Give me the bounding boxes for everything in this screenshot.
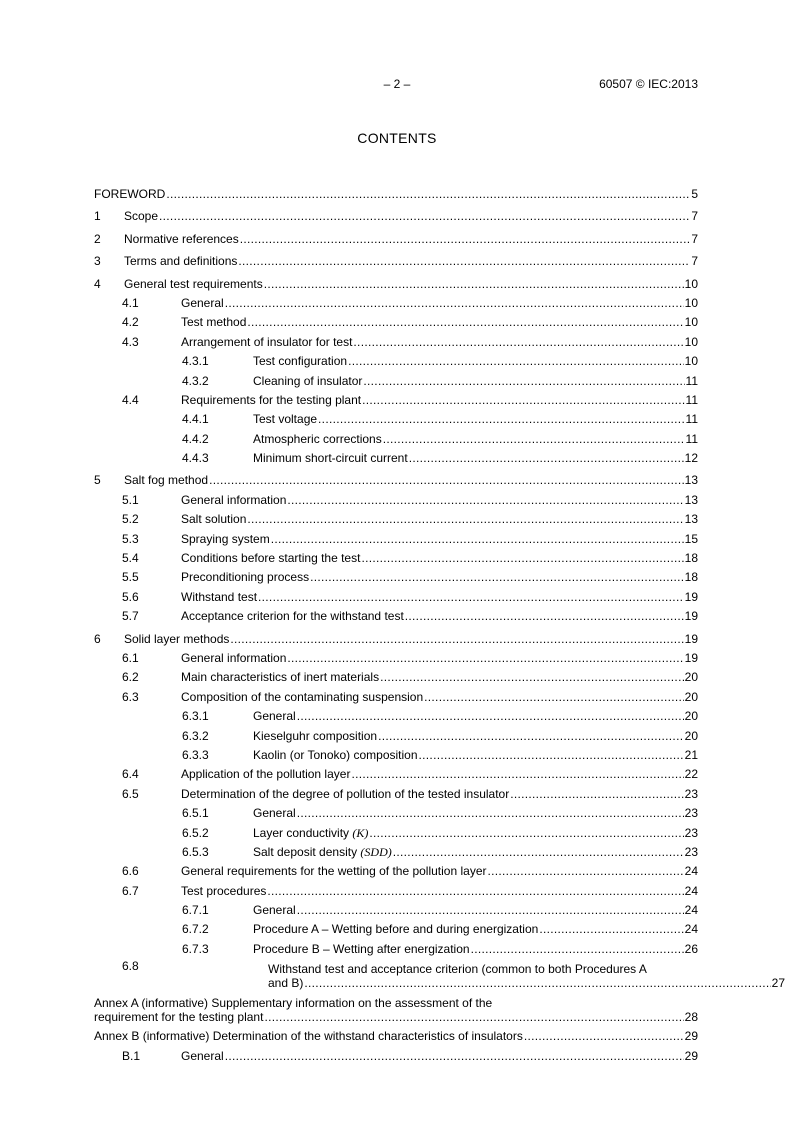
toc-entry-number: 6.8 [122, 959, 139, 974]
toc-entry-number: 5.4 [122, 551, 139, 566]
toc-entry[interactable] [94, 230, 698, 249]
toc-entry-title: Salt deposit density (SDD) [253, 844, 392, 859]
toc-entry[interactable] [94, 294, 698, 313]
toc-entry-title: Layer conductivity (K) [253, 825, 369, 840]
toc-entry-page: 7 [691, 209, 698, 224]
toc-entry-number: 6.4 [122, 767, 139, 782]
dot-leader [383, 430, 685, 449]
dot-leader [361, 549, 683, 568]
toc-entry-title: Withstand test [181, 589, 258, 604]
dot-leader [159, 207, 690, 226]
toc-entry-number: 6.3.2 [182, 728, 209, 743]
table-of-contents [94, 182, 785, 1066]
toc-entry-page: 10 [684, 334, 698, 349]
toc-entry-number: 4.2 [122, 315, 139, 330]
toc-entry-title: Annex A (informative) Supplementary information on the assessment of the [94, 996, 493, 1011]
toc-entry-title: General [253, 709, 296, 724]
toc-entry-page: 7 [691, 254, 698, 269]
toc-entry-line [181, 882, 698, 901]
dot-leader [405, 607, 684, 626]
toc-entry[interactable] [94, 901, 698, 920]
dot-leader [247, 313, 683, 332]
toc-entry-number: 6.3.1 [182, 709, 209, 724]
toc-entry[interactable] [94, 862, 698, 881]
dot-leader [264, 275, 684, 294]
toc-entry-page: 11 [685, 373, 698, 388]
dot-leader [424, 688, 683, 707]
toc-entry-line [181, 688, 698, 707]
toc-entry-line [181, 530, 698, 549]
document-reference: 60507 © IEC:2013 [599, 77, 698, 91]
toc-entry-title: FOREWORD [94, 187, 166, 201]
dot-leader [271, 530, 684, 549]
toc-entry[interactable] [94, 430, 698, 449]
toc-entry-line [253, 901, 698, 920]
dot-leader [238, 252, 690, 271]
toc-entry-page: 22 [684, 767, 698, 782]
toc-entry[interactable] [94, 391, 698, 410]
dot-leader [471, 940, 684, 959]
toc-entry-number: 4.4.1 [182, 412, 209, 427]
toc-entry-page: 7 [691, 231, 698, 246]
toc-entry-line [253, 430, 698, 449]
toc-entry-page: 19 [684, 650, 698, 665]
toc-entry-number: 5.3 [122, 531, 139, 546]
toc-entry-title: Determination of the degree of pollution of the tested insulator [181, 786, 510, 801]
toc-entry[interactable] [94, 804, 698, 823]
toc-entry-number: 6.5 [122, 786, 139, 801]
toc-entry-page: 29 [684, 1029, 698, 1044]
toc-entry-line [94, 185, 698, 204]
dot-leader [510, 785, 683, 804]
toc-entry-page: 23 [684, 844, 698, 859]
toc-entry-line [253, 843, 698, 862]
dot-leader [297, 707, 684, 726]
dot-leader [297, 804, 684, 823]
dot-leader [310, 568, 684, 587]
toc-entry[interactable] [94, 491, 698, 510]
dot-leader [378, 727, 684, 746]
toc-entry[interactable] [94, 1027, 698, 1046]
toc-entry-title: Procedure A – Wetting before and during energization [253, 922, 539, 937]
dot-leader [524, 1027, 684, 1046]
toc-entry-line [181, 549, 698, 568]
toc-entry-page: 26 [684, 941, 698, 956]
toc-entry-page: 20 [684, 670, 698, 685]
toc-entry-number: 5.1 [122, 492, 139, 507]
toc-entry-title: Test voltage [253, 412, 318, 427]
toc-entry-title: Composition of the contaminating suspension [181, 689, 424, 704]
toc-entry[interactable] [94, 449, 698, 468]
toc-entry[interactable] [94, 588, 698, 607]
dot-leader [297, 901, 684, 920]
toc-entry-line [253, 707, 698, 726]
toc-entry-number: 6.3 [122, 689, 139, 704]
toc-entry-page: 18 [684, 570, 698, 585]
dot-leader [318, 410, 684, 429]
toc-entry-page: 10 [684, 276, 698, 291]
toc-entry-page: 19 [684, 631, 698, 646]
toc-entry-page: 27 [771, 976, 785, 991]
toc-entry-number: 6.7 [122, 883, 139, 898]
toc-entry-line [253, 824, 698, 843]
dot-leader [539, 920, 683, 939]
toc-entry-line [181, 607, 698, 626]
toc-entry-line [181, 1047, 698, 1066]
dot-leader [258, 588, 684, 607]
toc-entry-line [94, 1027, 698, 1046]
toc-entry-line [253, 352, 698, 371]
toc-entry[interactable] [94, 746, 698, 765]
dot-leader [225, 1047, 684, 1066]
toc-entry-title: General information [181, 492, 287, 507]
toc-entry-page: 11 [685, 431, 698, 446]
toc-entry-title: General [181, 1048, 224, 1063]
toc-entry[interactable] [94, 1047, 698, 1066]
toc-entry-page: 5 [691, 187, 698, 201]
toc-entry-line [181, 313, 698, 332]
toc-entry-page: 12 [684, 451, 698, 466]
toc-entry-line [124, 230, 698, 249]
dot-leader [230, 630, 683, 649]
toc-entry-page: 15 [684, 531, 698, 546]
dot-leader [348, 352, 684, 371]
toc-entry-number: 4.4.3 [182, 451, 209, 466]
toc-entry[interactable] [94, 510, 698, 529]
toc-entry-page: 10 [684, 354, 698, 369]
toc-entry-page: 18 [684, 551, 698, 566]
page-number: – 2 – [383, 77, 411, 91]
toc-entry-title: Kaolin (or Tonoko) composition [253, 747, 418, 762]
toc-entry-title: Salt solution [181, 512, 247, 527]
page-header [96, 77, 698, 93]
toc-entry-title: Withstand test and acceptance criterion (common to both Procedures A [268, 962, 647, 977]
toc-entry[interactable] [94, 688, 698, 707]
toc-entry-title: Conditions before starting the test [181, 551, 361, 566]
toc-entry-title: General information [181, 650, 287, 665]
toc-entry-number: 6.5.2 [182, 825, 209, 840]
toc-entry-title: Arrangement of insulator for test [181, 334, 353, 349]
toc-entry[interactable] [94, 185, 698, 204]
toc-entry[interactable] [94, 668, 698, 687]
toc-entry[interactable] [94, 843, 698, 862]
toc-entry-number: 6.1 [122, 650, 139, 665]
toc-entry-number: 6.2 [122, 670, 139, 685]
toc-entry[interactable] [94, 993, 698, 1024]
dot-leader [409, 449, 684, 468]
toc-entry-line [181, 294, 698, 313]
toc-entry-page: 23 [684, 825, 698, 840]
toc-entry-line [181, 785, 698, 804]
toc-entry-page: 23 [684, 786, 698, 801]
toc-entry-number: 4.3 [122, 334, 139, 349]
toc-entry-title: Terms and definitions [124, 254, 238, 269]
dot-leader [267, 882, 683, 901]
toc-entry[interactable] [94, 313, 698, 332]
dot-leader [362, 391, 684, 410]
toc-entry-title: Cleaning of insulator [253, 373, 363, 388]
toc-entry-page: 21 [684, 747, 698, 762]
toc-entry-title: General [181, 295, 224, 310]
toc-entry-title: Spraying system [181, 531, 270, 546]
toc-entry[interactable] [94, 765, 698, 784]
toc-entry-line [253, 746, 698, 765]
toc-entry-number: 6.7.2 [182, 922, 209, 937]
toc-entry-line [253, 920, 698, 939]
toc-entry-number: 5.2 [122, 512, 139, 527]
toc-entry-title: Application of the pollution layer [181, 767, 351, 782]
toc-entry[interactable] [94, 630, 698, 649]
toc-entry-number: 6 [94, 631, 101, 646]
toc-entry-number: 6.5.1 [182, 806, 209, 821]
toc-entry-title: Procedure B – Wetting after energization [253, 941, 470, 956]
dot-leader [419, 746, 684, 765]
toc-entry[interactable] [94, 882, 698, 901]
toc-entry-line [124, 471, 698, 490]
toc-entry-line [268, 962, 785, 990]
toc-entry-number: 1 [94, 209, 101, 224]
toc-entry-page: 13 [684, 473, 698, 488]
toc-entry-page: 24 [684, 903, 698, 918]
toc-entry[interactable] [94, 607, 698, 626]
toc-entry[interactable] [94, 207, 698, 226]
toc-entry-title: General [253, 806, 296, 821]
toc-entry-title: Test configuration [253, 354, 348, 369]
toc-entry-page: 10 [684, 295, 698, 310]
dot-leader [351, 765, 683, 784]
toc-entry-title: Minimum short-circuit current [253, 451, 408, 466]
toc-entry-symbol: (K) [352, 825, 369, 840]
toc-entry-number: 6.6 [122, 864, 139, 879]
toc-entry-title: Normative references [124, 231, 239, 246]
dot-leader [264, 1010, 683, 1024]
toc-entry-number: 4.3.2 [182, 373, 209, 388]
toc-entry-number: 4.3.1 [182, 354, 209, 369]
dot-leader [225, 294, 684, 313]
toc-entry[interactable] [94, 707, 698, 726]
toc-entry-title: Test procedures [181, 883, 267, 898]
toc-entry-title: Atmospheric corrections [253, 431, 382, 446]
toc-entry-number: 6.5.3 [182, 844, 209, 859]
toc-entry-symbol: (SDD) [360, 844, 392, 859]
dot-leader [247, 510, 683, 529]
toc-entry-line [181, 862, 698, 881]
toc-entry-title: Test method [181, 315, 247, 330]
toc-entry-line [124, 207, 698, 226]
toc-entry-page: 29 [684, 1048, 698, 1063]
toc-entry-title: and B) [268, 976, 304, 991]
toc-entry-title: Acceptance criterion for the withstand test [181, 609, 404, 624]
toc-entry-line [124, 252, 698, 271]
toc-entry-title: Requirements for the testing plant [181, 392, 362, 407]
toc-entry[interactable] [94, 649, 698, 668]
dot-leader [393, 843, 684, 862]
toc-entry[interactable] [94, 568, 698, 587]
dot-leader [380, 668, 684, 687]
toc-entry-line [181, 649, 698, 668]
toc-entry-page: 20 [684, 728, 698, 743]
toc-entry-page: 23 [684, 806, 698, 821]
toc-entry[interactable] [94, 920, 698, 939]
toc-entry-number: 6.3.3 [182, 747, 209, 762]
toc-entry-page: 13 [684, 512, 698, 527]
toc-entry-number: 2 [94, 231, 101, 246]
toc-entry-line [253, 449, 698, 468]
toc-entry[interactable] [94, 410, 698, 429]
toc-entry-line [124, 630, 698, 649]
dot-leader [353, 333, 683, 352]
toc-entry-line [253, 940, 698, 959]
toc-entry-line [181, 333, 698, 352]
dot-leader [363, 372, 684, 391]
toc-entry-line [253, 372, 698, 391]
toc-entry-title: Preconditioning process [181, 570, 310, 585]
contents-title: CONTENTS [357, 130, 437, 146]
toc-entry-line [181, 491, 698, 510]
toc-entry-page: 10 [684, 315, 698, 330]
toc-entry-title: Annex B (informative) Determination of the withstand characteristics of insulators [94, 1029, 523, 1044]
toc-entry[interactable] [94, 352, 698, 371]
toc-entry[interactable] [94, 940, 698, 959]
toc-entry-title: Kieselguhr composition [253, 728, 378, 743]
toc-entry-number: 5.6 [122, 589, 139, 604]
toc-entry-line [181, 510, 698, 529]
toc-entry-number: 5.5 [122, 570, 139, 585]
dot-leader [209, 471, 684, 490]
toc-entry-number: B.1 [122, 1048, 141, 1063]
toc-entry-page: 11 [685, 392, 698, 407]
dot-leader [240, 230, 691, 249]
toc-entry-page: 20 [684, 709, 698, 724]
toc-entry-line [94, 996, 698, 1024]
dot-leader [304, 976, 770, 990]
toc-entry-line [253, 804, 698, 823]
toc-entry-title: General requirements for the wetting of the pollution layer [181, 864, 487, 879]
toc-entry-title: Main characteristics of inert materials [181, 670, 380, 685]
toc-entry[interactable] [94, 372, 698, 391]
toc-entry-line [181, 391, 698, 410]
toc-entry-line [124, 275, 698, 294]
toc-entry[interactable] [94, 785, 698, 804]
toc-entry-line [181, 588, 698, 607]
toc-entry[interactable] [94, 333, 698, 352]
toc-entry-page: 19 [684, 609, 698, 624]
dot-leader [287, 491, 683, 510]
toc-entry-title: General [253, 903, 296, 918]
toc-entry-page: 11 [685, 412, 698, 427]
toc-entry[interactable] [94, 275, 698, 294]
dot-leader [166, 185, 690, 204]
toc-entry-number: 5 [94, 473, 101, 488]
dot-leader [287, 649, 683, 668]
toc-entry-page: 24 [684, 922, 698, 937]
toc-entry-page: 24 [684, 864, 698, 879]
toc-entry-page: 20 [684, 689, 698, 704]
toc-entry-line [253, 410, 698, 429]
toc-entry[interactable] [94, 824, 698, 843]
dot-leader [488, 862, 684, 881]
toc-entry-number: 6.7.3 [182, 941, 209, 956]
toc-entry-number: 4.4.2 [182, 431, 209, 446]
toc-entry-number: 6.7.1 [182, 903, 209, 918]
toc-entry-line [181, 568, 698, 587]
toc-entry-title: General test requirements [124, 276, 263, 291]
toc-entry[interactable] [94, 252, 698, 271]
toc-entry-number: 3 [94, 254, 101, 269]
toc-entry-line [181, 668, 698, 687]
toc-entry-title: requirement for the testing plant [94, 1010, 264, 1025]
toc-entry-line [253, 727, 698, 746]
toc-entry-number: 5.7 [122, 609, 139, 624]
toc-entry[interactable] [94, 549, 698, 568]
dot-leader [369, 824, 683, 843]
toc-entry-title: Salt fog method [124, 473, 209, 488]
toc-entry-page: 13 [684, 492, 698, 507]
toc-entry-title: Solid layer methods [124, 631, 230, 646]
toc-entry[interactable] [94, 530, 698, 549]
toc-entry-line [181, 765, 698, 784]
toc-entry-number: 4.1 [122, 295, 139, 310]
toc-entry-page: 19 [684, 589, 698, 604]
toc-entry-number: 4 [94, 276, 101, 291]
toc-entry[interactable] [94, 727, 698, 746]
toc-entry[interactable] [94, 471, 698, 490]
toc-entry[interactable] [94, 959, 785, 991]
toc-entry-page: 28 [684, 1010, 698, 1025]
toc-entry-page: 24 [684, 883, 698, 898]
toc-entry-number: 4.4 [122, 392, 139, 407]
toc-entry-title: Scope [124, 209, 159, 224]
